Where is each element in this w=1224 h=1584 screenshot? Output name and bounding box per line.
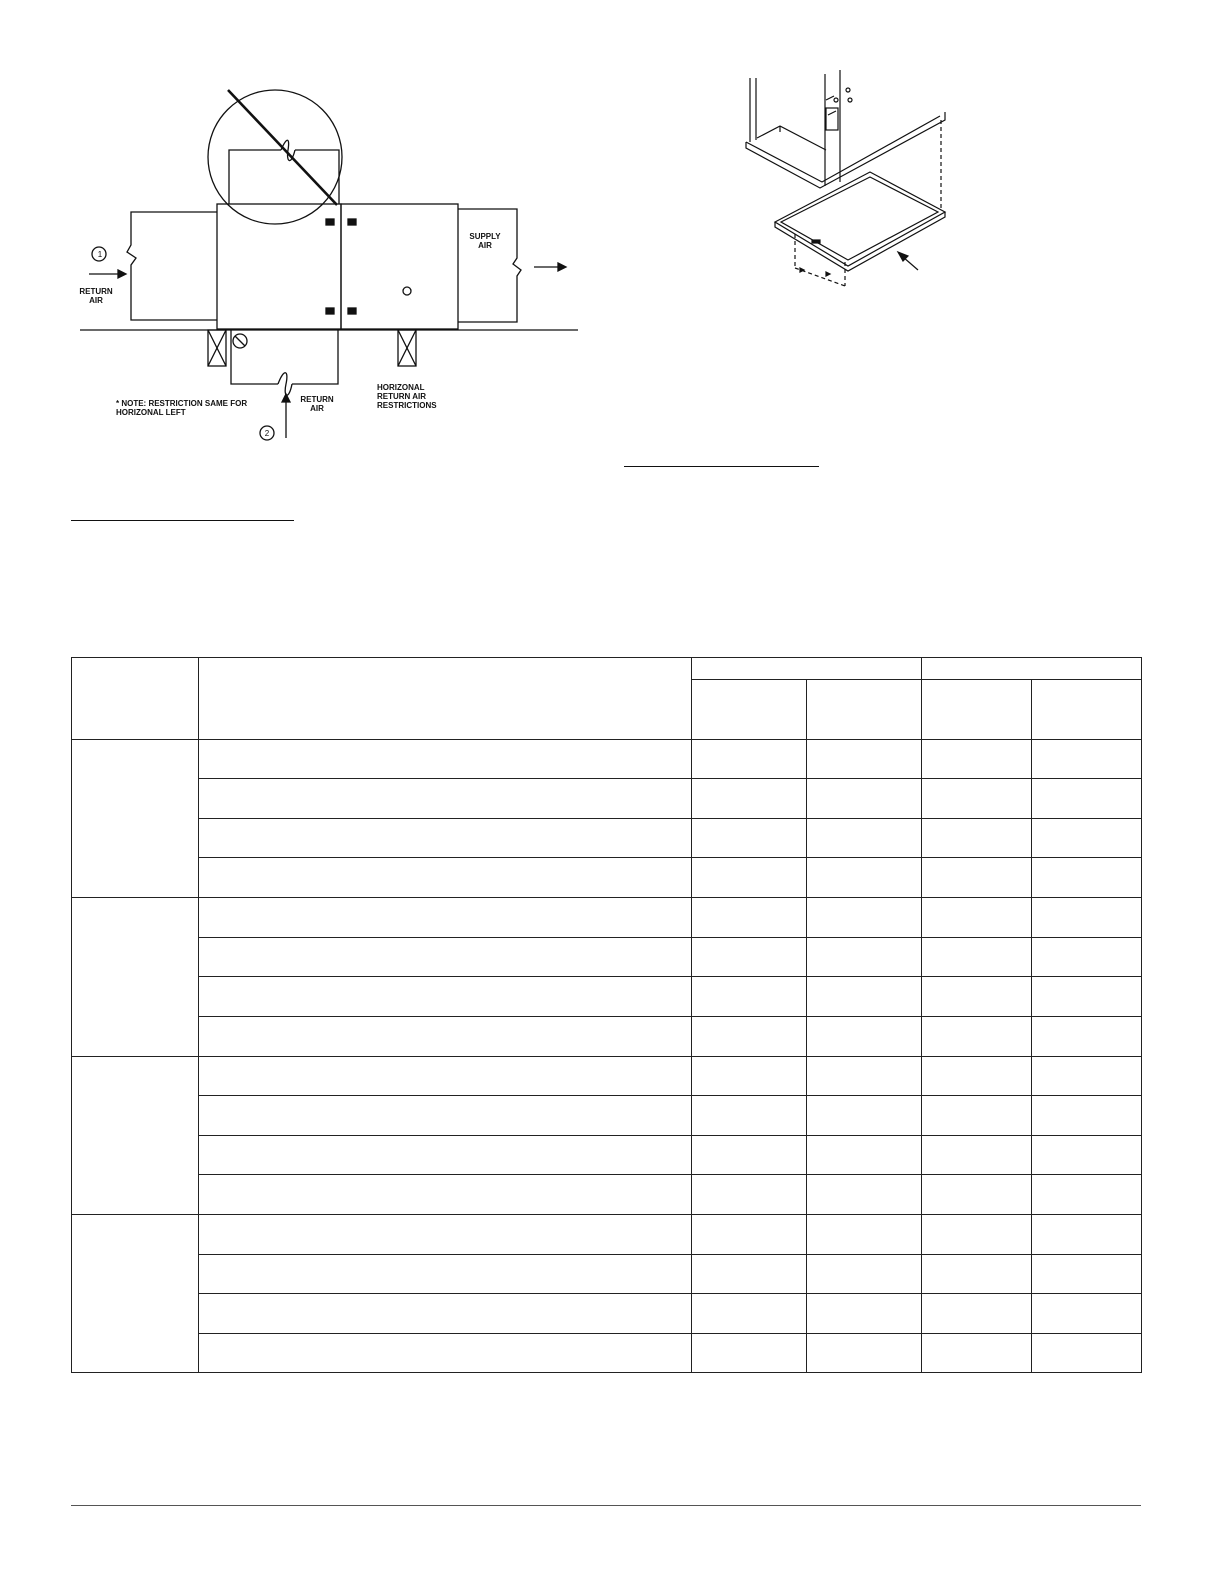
table-cell (692, 1255, 807, 1294)
table-cell (922, 1215, 1032, 1255)
table-cell (922, 740, 1032, 779)
table-cell (922, 898, 1032, 938)
table-cell (199, 1175, 692, 1215)
table-cell (1032, 740, 1142, 779)
table-cell (692, 1136, 807, 1175)
figure-bottom-panel (730, 68, 970, 290)
table-row (72, 1334, 1142, 1373)
table-cell (199, 977, 692, 1017)
table-cell (199, 1334, 692, 1373)
table-cell (1032, 1057, 1142, 1096)
table-row (72, 1294, 1142, 1334)
table-cell (1032, 819, 1142, 858)
table-row (72, 898, 1142, 938)
table-cell (1032, 938, 1142, 977)
data-table (71, 657, 1142, 1373)
table-cell (807, 1136, 922, 1175)
table-cell (199, 1017, 692, 1057)
table-cell (692, 1096, 807, 1136)
table-cell (199, 1215, 692, 1255)
group-cell (72, 1057, 199, 1215)
table-cell (199, 1057, 692, 1096)
table-cell (922, 1057, 1032, 1096)
footer-rule (71, 1505, 1141, 1506)
header-cell (1032, 680, 1142, 740)
table-cell (807, 779, 922, 819)
table-cell (199, 858, 692, 898)
table-cell (807, 1017, 922, 1057)
return-air-bottom-label: RETURN AIR (300, 395, 334, 413)
table-cell (692, 1294, 807, 1334)
table-row (72, 1255, 1142, 1294)
group-cell (72, 1215, 199, 1373)
table-cell (807, 1255, 922, 1294)
table-cell (922, 779, 1032, 819)
table-cell (922, 819, 1032, 858)
table-cell (807, 1294, 922, 1334)
table-cell (1032, 779, 1142, 819)
table-cell (807, 1175, 922, 1215)
table-cell (807, 1334, 922, 1373)
table-cell (922, 1255, 1032, 1294)
table-cell (922, 1175, 1032, 1215)
header-group-cell (692, 658, 922, 680)
return-air-left-label: RETURN AIR (79, 287, 113, 305)
supply-air-label: SUPPLY AIR (469, 232, 501, 250)
table-cell (1032, 1255, 1142, 1294)
table-cell (692, 1334, 807, 1373)
table-row (72, 858, 1142, 898)
group-cell (72, 740, 199, 898)
header-group-cell (922, 658, 1142, 680)
table-row (72, 819, 1142, 858)
table-row (72, 1215, 1142, 1255)
table-cell (922, 1096, 1032, 1136)
table-cell (807, 819, 922, 858)
table-cell (692, 1215, 807, 1255)
header-cell (72, 658, 199, 740)
left-caption-rule (71, 520, 294, 521)
table-cell (692, 977, 807, 1017)
table-cell (922, 1017, 1032, 1057)
table-cell (692, 1175, 807, 1215)
table-row (72, 1017, 1142, 1057)
table-row (72, 977, 1142, 1017)
table-cell (199, 1255, 692, 1294)
table-row (72, 779, 1142, 819)
table-row (72, 938, 1142, 977)
table-cell (199, 819, 692, 858)
table-row (72, 1057, 1142, 1096)
table-cell (807, 1096, 922, 1136)
callout-1: 1 (97, 250, 103, 259)
table-cell (922, 858, 1032, 898)
table-cell (1032, 1334, 1142, 1373)
figure-horizontal-return-air (70, 70, 590, 460)
table-cell (1032, 1294, 1142, 1334)
table-cell (807, 1057, 922, 1096)
table-cell (692, 740, 807, 779)
table-cell (922, 938, 1032, 977)
group-cell (72, 898, 199, 1057)
table-cell (807, 740, 922, 779)
bottom-panel-drawing (730, 68, 970, 290)
table-cell (807, 1215, 922, 1255)
table-cell (1032, 858, 1142, 898)
table-header-row-1 (72, 658, 1142, 680)
table-row (72, 1175, 1142, 1215)
table-row (72, 740, 1142, 779)
table-cell (199, 740, 692, 779)
table-cell (807, 938, 922, 977)
table-cell (692, 819, 807, 858)
header-cell (807, 680, 922, 740)
table-row (72, 1096, 1142, 1136)
table-cell (692, 938, 807, 977)
table-cell (922, 977, 1032, 1017)
restriction-note: * NOTE: RESTRICTION SAME FOR HORIZONAL LEFT (116, 399, 248, 417)
right-caption-rule (624, 466, 819, 467)
table-cell (922, 1334, 1032, 1373)
header-cell (199, 658, 692, 740)
table-cell (199, 898, 692, 938)
table-cell (922, 1294, 1032, 1334)
table-cell (807, 898, 922, 938)
table-cell (922, 1136, 1032, 1175)
table-cell (199, 938, 692, 977)
table-cell (199, 1136, 692, 1175)
table-row (72, 1136, 1142, 1175)
table-cell (199, 1294, 692, 1334)
header-cell (692, 680, 807, 740)
table-cell (1032, 1017, 1142, 1057)
table-cell (1032, 1096, 1142, 1136)
header-cell (922, 680, 1032, 740)
callout-2: 2 (264, 429, 270, 438)
horizontal-restrictions-label: HORIZONAL RETURN AIR RESTRICTIONS (377, 383, 437, 410)
table-cell (692, 779, 807, 819)
table-cell (1032, 1175, 1142, 1215)
table-cell (199, 1096, 692, 1136)
table-cell (1032, 1215, 1142, 1255)
table-cell (807, 977, 922, 1017)
table-cell (692, 1017, 807, 1057)
table-cell (199, 779, 692, 819)
table-cell (692, 1057, 807, 1096)
table-cell (807, 858, 922, 898)
table-cell (1032, 977, 1142, 1017)
table-cell (692, 898, 807, 938)
table-cell (1032, 1136, 1142, 1175)
table-cell (1032, 898, 1142, 938)
table-cell (692, 858, 807, 898)
